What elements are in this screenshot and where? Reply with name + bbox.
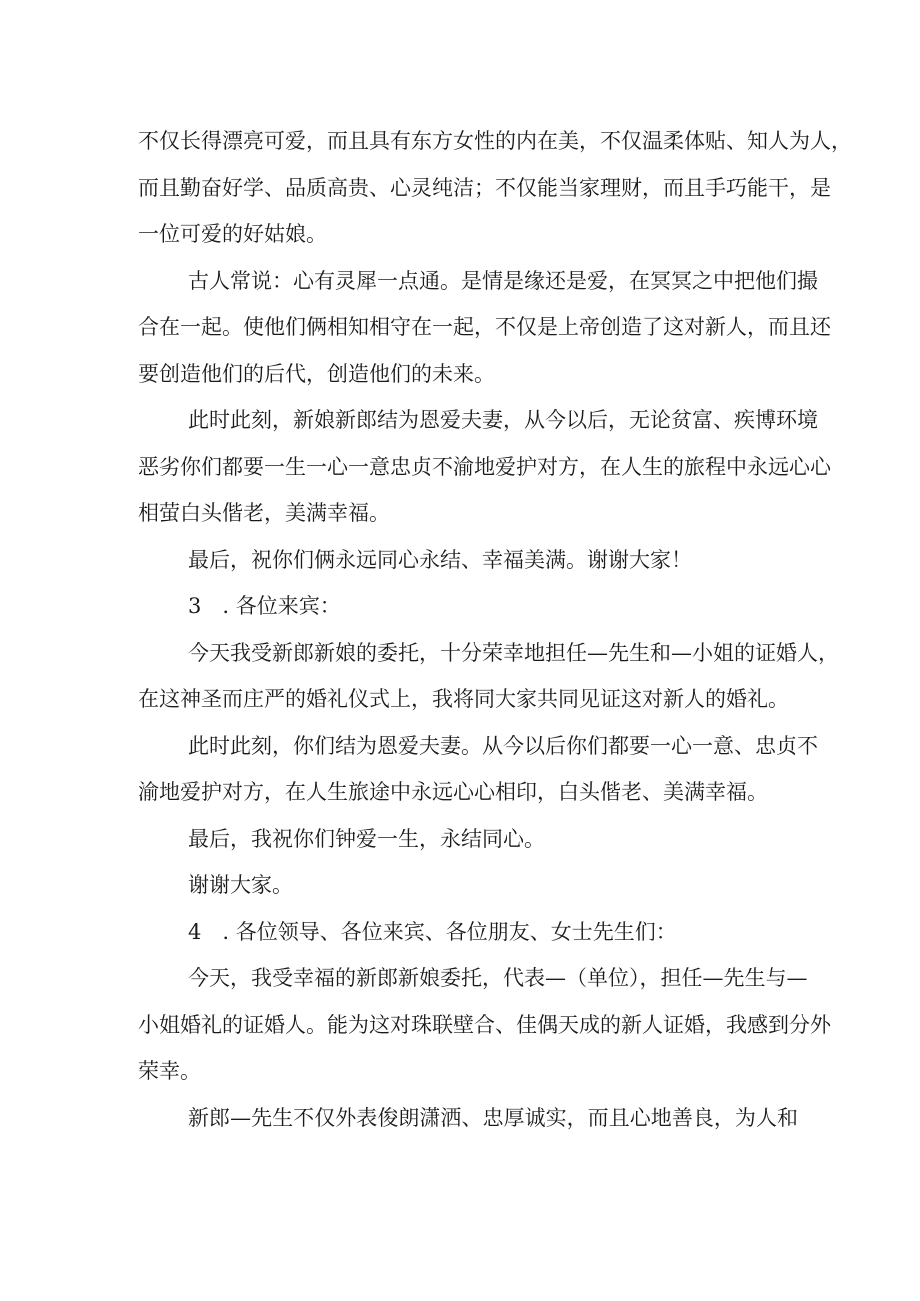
- text-line: 此时此刻，你们结为恩爱夫妻。从今以后你们都要一心一意、忠贞不: [188, 733, 818, 758]
- text-line: 此时此刻，新娘新郎结为恩爱夫妻，从今以后，无论贫富、疾博环境: [188, 408, 818, 432]
- text-line: 恶劣你们都要一生一心一意忠贞不渝地爱护对方，在人生的旅程中永远心心: [138, 454, 831, 479]
- text-line: 渝地爱护对方，在人生旅途中永远心心相印，白头偕老、美满幸福。: [138, 780, 768, 804]
- section-heading: 4 . 各位领导、各位来宾、各位朋友、女士先生们：: [188, 919, 677, 944]
- text-line: 荣幸。: [138, 1059, 201, 1083]
- text-line: 今天，我受幸福的新郎新娘委托，代表—（单位），担任—先生与—: [188, 966, 808, 990]
- text-line: 新郎—先生不仅外表俊朗潇洒、忠厚诚实，而且心地善良，为人和: [188, 1105, 798, 1130]
- text-line: 今天我受新郎新娘的委托，十分荣幸地担任—先生和—小姐的证婚人，: [188, 640, 839, 665]
- text-line: 一位可爱的好姑娘。: [138, 222, 327, 246]
- text-line: 要创造他们的后代，创造他们的未来。: [138, 361, 495, 386]
- text-line: 合在一起。使他们俩相知相守在一起，不仅是上帝创造了这对新人，而且还: [138, 315, 831, 339]
- text-line: 最后，我祝你们钟爱一生，永结同心。: [188, 826, 545, 851]
- text-line: 古人常说：心有灵犀一点通。是情是缘还是爱，在冥冥之中把他们撮: [188, 268, 818, 293]
- text-line: 最后，祝你们俩永远同心永结、幸福美满。谢谢大家！: [188, 547, 692, 572]
- text-line: 小姐婚礼的证婚人。能为这对珠联壁合、佳偶天成的新人证婚，我感到分外: [138, 1012, 831, 1037]
- text-line: 在这神圣而庄严的婚礼仪式上，我将同大家共同见证这对新人的婚礼。: [138, 687, 789, 711]
- text-line: 而且勤奋好学、品质高贵、心灵纯洁；不仅能当家理财，而且手巧能干，是: [138, 175, 831, 200]
- document-body: [138, 118, 852, 1141]
- text-line: 相萤白头偕老，美满幸福。: [138, 501, 390, 525]
- text-line: 谢谢大家。: [188, 873, 293, 897]
- section-heading: 3 . 各位来宾：: [188, 594, 341, 618]
- text-line: 不仅长得漂亮可爱，而且具有东方女性的内在美，不仅温柔体贴、知人为人，: [138, 129, 852, 153]
